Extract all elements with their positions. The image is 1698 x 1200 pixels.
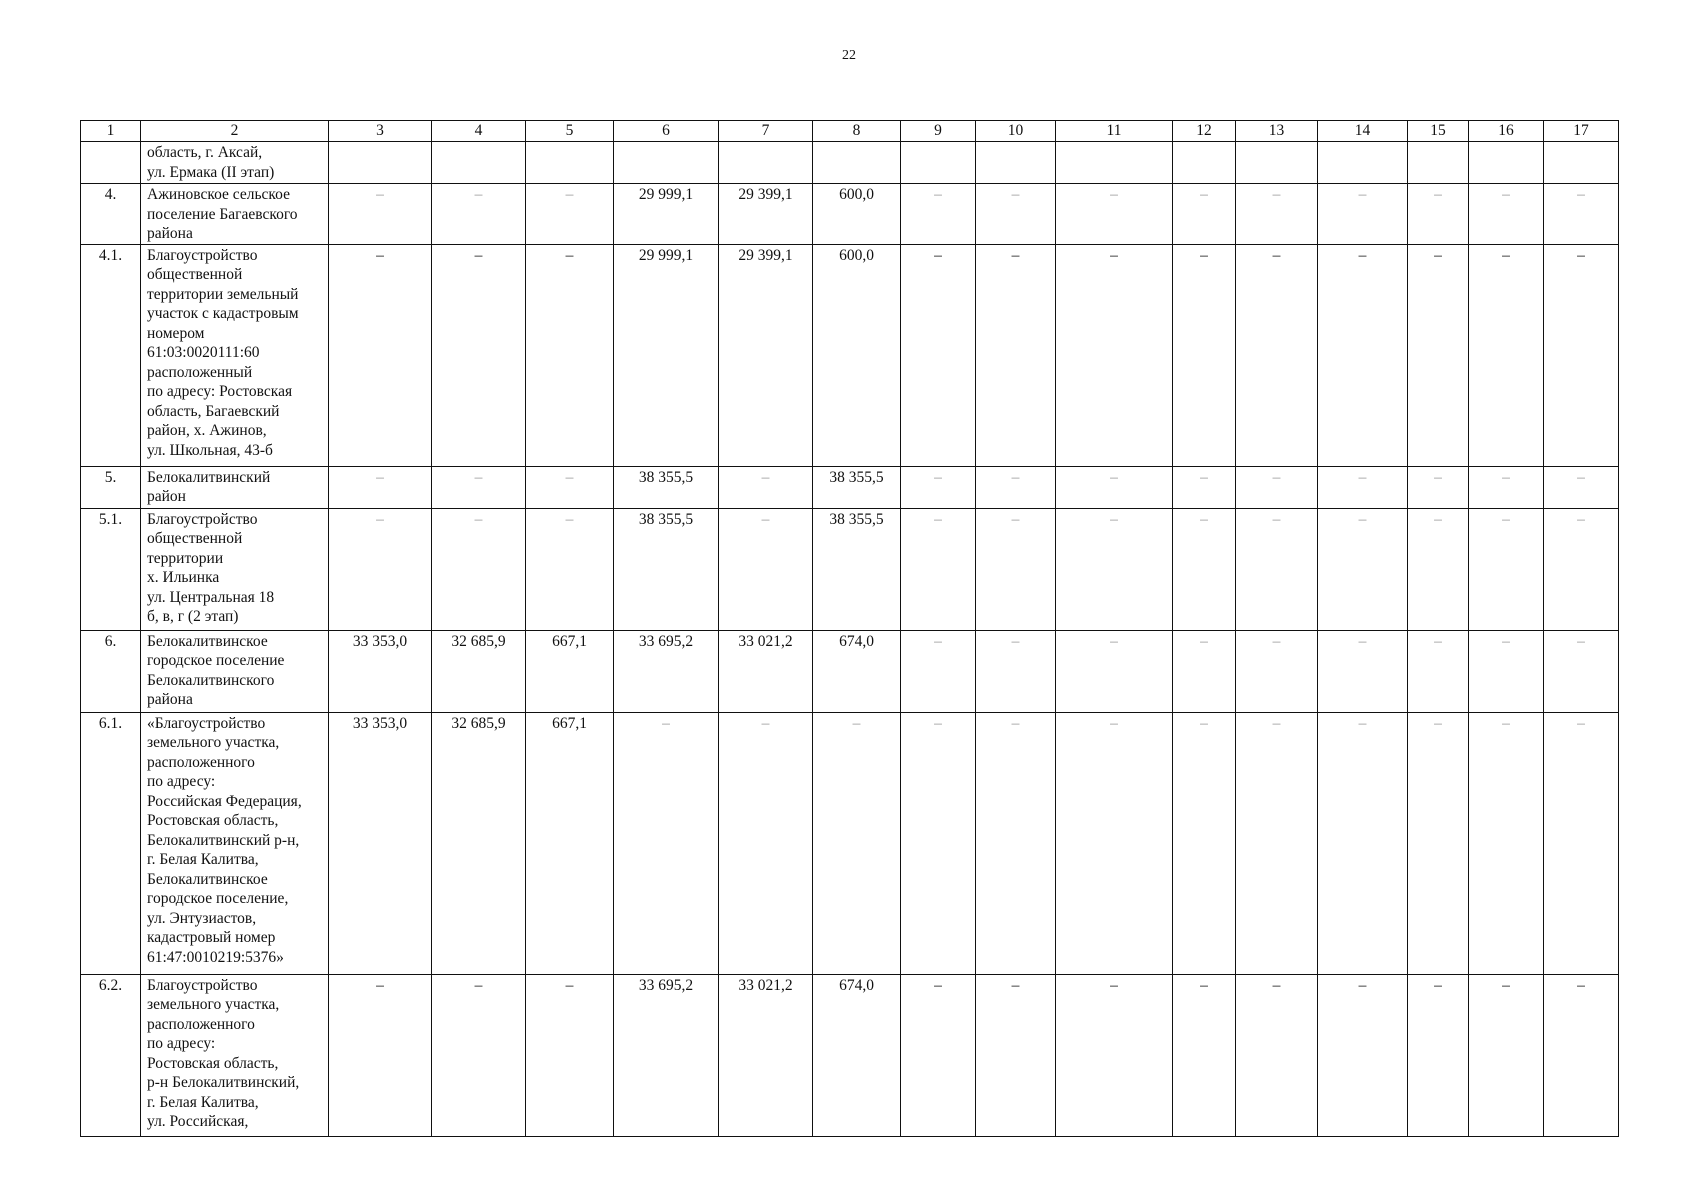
value-cell: – xyxy=(432,244,526,466)
value-cell: – xyxy=(1544,244,1619,466)
row-number-cell: 5. xyxy=(81,466,141,508)
value-cell: – xyxy=(614,712,719,974)
value-cell: – xyxy=(1173,630,1236,712)
table-row xyxy=(81,712,1619,974)
value-cell: – xyxy=(432,184,526,245)
value-cell: – xyxy=(1544,974,1619,1136)
value-cell: – xyxy=(976,974,1056,1136)
column-header: 11 xyxy=(1056,121,1173,142)
column-header: 9 xyxy=(901,121,976,142)
column-header: 16 xyxy=(1469,121,1544,142)
table-row xyxy=(81,142,1619,184)
column-header: 5 xyxy=(526,121,614,142)
row-number-cell: 4. xyxy=(81,184,141,245)
column-header: 10 xyxy=(976,121,1056,142)
value-cell: 674,0 xyxy=(813,630,901,712)
value-cell: – xyxy=(1318,244,1408,466)
value-cell: 32 685,9 xyxy=(432,630,526,712)
value-cell: – xyxy=(1469,712,1544,974)
value-cell xyxy=(1236,142,1318,184)
value-cell: – xyxy=(329,244,432,466)
value-cell xyxy=(526,142,614,184)
value-cell: – xyxy=(329,974,432,1136)
table-row xyxy=(81,508,1619,630)
value-cell: – xyxy=(329,184,432,245)
column-header: 8 xyxy=(813,121,901,142)
value-cell: 38 355,5 xyxy=(614,508,719,630)
value-cell: – xyxy=(1056,712,1173,974)
object-name-cell: Благоустройство общественной территории земельный участок с кадастровым номером 61:03:0020111:60 расположенный по адресу: Ростовская область, Багаевский район, х. Ажинов, ул. Школьная, 43-б xyxy=(141,244,329,466)
value-cell: – xyxy=(1318,466,1408,508)
value-cell: – xyxy=(1236,184,1318,245)
value-cell: – xyxy=(1236,244,1318,466)
value-cell: – xyxy=(901,974,976,1136)
value-cell: – xyxy=(976,630,1056,712)
column-header: 3 xyxy=(329,121,432,142)
row-number-cell: 6.2. xyxy=(81,974,141,1136)
value-cell: – xyxy=(1544,466,1619,508)
value-cell xyxy=(329,142,432,184)
value-cell: – xyxy=(329,466,432,508)
value-cell: – xyxy=(1318,184,1408,245)
value-cell xyxy=(1056,142,1173,184)
budget-table xyxy=(80,120,1619,1137)
value-cell: 32 685,9 xyxy=(432,712,526,974)
value-cell: 600,0 xyxy=(813,244,901,466)
value-cell: 29 999,1 xyxy=(614,184,719,245)
column-header: 15 xyxy=(1408,121,1469,142)
value-cell: 667,1 xyxy=(526,630,614,712)
value-cell: – xyxy=(1408,974,1469,1136)
column-header: 12 xyxy=(1173,121,1236,142)
value-cell: 29 999,1 xyxy=(614,244,719,466)
value-cell: – xyxy=(901,184,976,245)
value-cell: – xyxy=(901,630,976,712)
value-cell: – xyxy=(1544,630,1619,712)
value-cell: – xyxy=(1173,244,1236,466)
object-name-cell: Белокалитвинское городское поселение Белокалитвинского района xyxy=(141,630,329,712)
table-row xyxy=(81,974,1619,1136)
value-cell: – xyxy=(976,466,1056,508)
value-cell: – xyxy=(813,712,901,974)
value-cell: – xyxy=(1236,508,1318,630)
value-cell: – xyxy=(976,712,1056,974)
value-cell: – xyxy=(1173,466,1236,508)
value-cell: – xyxy=(1173,974,1236,1136)
value-cell: – xyxy=(1318,630,1408,712)
value-cell: – xyxy=(526,466,614,508)
object-name-cell: Благоустройство общественной территории х. Ильинка ул. Центральная 18 б, в, г (2 этап) xyxy=(141,508,329,630)
value-cell: – xyxy=(1236,712,1318,974)
row-number-cell: 6. xyxy=(81,630,141,712)
value-cell: 29 399,1 xyxy=(719,244,813,466)
value-cell: – xyxy=(526,244,614,466)
value-cell: – xyxy=(719,712,813,974)
value-cell xyxy=(614,142,719,184)
object-name-cell: область, г. Аксай, ул. Ермака (II этап) xyxy=(141,142,329,184)
value-cell: 33 353,0 xyxy=(329,712,432,974)
value-cell: – xyxy=(432,466,526,508)
value-cell: – xyxy=(1173,508,1236,630)
value-cell xyxy=(719,142,813,184)
value-cell: – xyxy=(1173,712,1236,974)
value-cell: – xyxy=(901,712,976,974)
value-cell: 33 353,0 xyxy=(329,630,432,712)
value-cell: – xyxy=(1469,508,1544,630)
value-cell: 674,0 xyxy=(813,974,901,1136)
object-name-cell: Белокалитвинский район xyxy=(141,466,329,508)
object-name-cell: «Благоустройство земельного участка, расположенного по адресу: Российская Федерация, Ростовская область, Белокалитвинский р-н, г. Белая Калитва, Белокалитвинское городское поселение, ул. Энтузиастов, кадастровый номер 61:47:0010219:5376» xyxy=(141,712,329,974)
row-number-cell: 4.1. xyxy=(81,244,141,466)
value-cell: – xyxy=(1056,508,1173,630)
value-cell: – xyxy=(1318,508,1408,630)
row-number-cell: 6.1. xyxy=(81,712,141,974)
column-header: 17 xyxy=(1544,121,1619,142)
value-cell xyxy=(901,142,976,184)
value-cell: – xyxy=(1469,974,1544,1136)
value-cell: – xyxy=(526,974,614,1136)
value-cell: 29 399,1 xyxy=(719,184,813,245)
value-cell: – xyxy=(1056,974,1173,1136)
value-cell: – xyxy=(1469,184,1544,245)
value-cell xyxy=(1408,142,1469,184)
table-header-row xyxy=(81,121,1619,142)
page-number: 22 xyxy=(842,48,856,63)
value-cell: – xyxy=(901,466,976,508)
value-cell: 33 695,2 xyxy=(614,630,719,712)
value-cell: – xyxy=(1544,712,1619,974)
object-name-cell: Благоустройство земельного участка, расположенного по адресу: Ростовская область, р-н Белокалитвинский, г. Белая Калитва, ул. Российская, xyxy=(141,974,329,1136)
table-row xyxy=(81,244,1619,466)
row-number-cell xyxy=(81,142,141,184)
table-body xyxy=(81,142,1619,1137)
value-cell: – xyxy=(1469,630,1544,712)
value-cell: – xyxy=(329,508,432,630)
value-cell: – xyxy=(901,508,976,630)
value-cell: – xyxy=(1318,712,1408,974)
value-cell: – xyxy=(1544,184,1619,245)
column-header: 1 xyxy=(81,121,141,142)
value-cell: 38 355,5 xyxy=(614,466,719,508)
value-cell: – xyxy=(1469,244,1544,466)
value-cell: – xyxy=(1408,508,1469,630)
value-cell xyxy=(976,142,1056,184)
value-cell: – xyxy=(1056,244,1173,466)
value-cell: – xyxy=(1408,244,1469,466)
value-cell: 33 021,2 xyxy=(719,974,813,1136)
value-cell: – xyxy=(1408,712,1469,974)
value-cell xyxy=(813,142,901,184)
column-header: 6 xyxy=(614,121,719,142)
value-cell xyxy=(1544,142,1619,184)
value-cell: – xyxy=(1408,630,1469,712)
table-row xyxy=(81,466,1619,508)
value-cell: – xyxy=(976,184,1056,245)
value-cell: – xyxy=(1544,508,1619,630)
value-cell: – xyxy=(432,508,526,630)
value-cell: 33 021,2 xyxy=(719,630,813,712)
value-cell: – xyxy=(526,508,614,630)
value-cell: – xyxy=(976,508,1056,630)
object-name-cell: Ажиновское сельское поселение Багаевского района xyxy=(141,184,329,245)
value-cell: 38 355,5 xyxy=(813,466,901,508)
value-cell: – xyxy=(1056,184,1173,245)
column-header: 13 xyxy=(1236,121,1318,142)
value-cell xyxy=(1173,142,1236,184)
value-cell: – xyxy=(1469,466,1544,508)
value-cell: – xyxy=(432,974,526,1136)
column-header: 2 xyxy=(141,121,329,142)
value-cell: – xyxy=(719,466,813,508)
column-header: 7 xyxy=(719,121,813,142)
value-cell: – xyxy=(1236,466,1318,508)
value-cell: – xyxy=(1056,466,1173,508)
value-cell xyxy=(1318,142,1408,184)
value-cell: – xyxy=(1173,184,1236,245)
row-number-cell: 5.1. xyxy=(81,508,141,630)
value-cell xyxy=(432,142,526,184)
value-cell: – xyxy=(1236,974,1318,1136)
column-header: 14 xyxy=(1318,121,1408,142)
value-cell xyxy=(1469,142,1544,184)
value-cell: – xyxy=(1056,630,1173,712)
value-cell: 33 695,2 xyxy=(614,974,719,1136)
value-cell: – xyxy=(719,508,813,630)
table-row xyxy=(81,184,1619,245)
value-cell: – xyxy=(1408,466,1469,508)
value-cell: 667,1 xyxy=(526,712,614,974)
value-cell: – xyxy=(901,244,976,466)
value-cell: – xyxy=(1318,974,1408,1136)
table-row xyxy=(81,630,1619,712)
column-header: 4 xyxy=(432,121,526,142)
value-cell: – xyxy=(1408,184,1469,245)
value-cell: – xyxy=(1236,630,1318,712)
value-cell: 600,0 xyxy=(813,184,901,245)
value-cell: – xyxy=(526,184,614,245)
value-cell: 38 355,5 xyxy=(813,508,901,630)
value-cell: – xyxy=(976,244,1056,466)
